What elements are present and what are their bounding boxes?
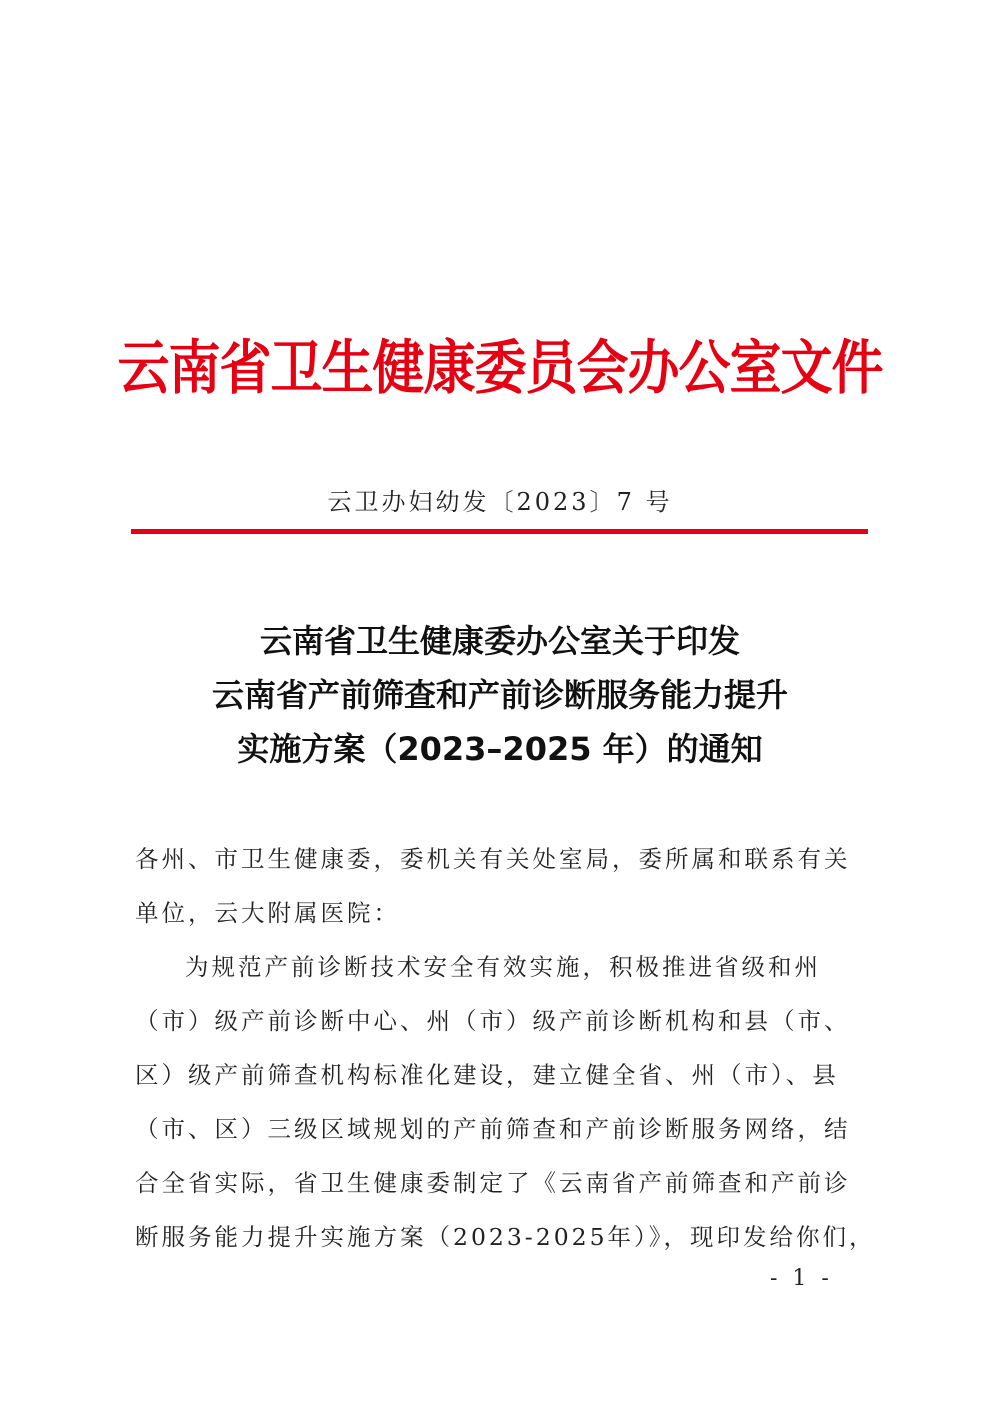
paragraph-line: 合全省实际，省卫生健康委制定了《云南省产前筛查和产前诊 [135, 1169, 851, 1197]
title-line: 云南省产前筛查和产前诊断服务能力提升 [211, 676, 788, 714]
addressee-line: 单位，云大附属医院： [135, 899, 400, 927]
paragraph-line: 断服务能力提升实施方案（2023-2025年）》，现印发给你们， [135, 1223, 876, 1251]
issuer-header: 云南省卫生健康委员会办公室文件 [117, 335, 883, 403]
paragraph-line: 为规范产前诊断技术安全有效实施，积极推进省级和州 [185, 953, 821, 981]
paragraph-line: 区）级产前筛查机构标准化建设，建立健全省、州（市）、县 [135, 1061, 839, 1089]
paragraph-line: （市）级产前诊断中心、州（市）级产前诊断机构和县（市、 [135, 1007, 851, 1035]
notice-title [0, 614, 1000, 776]
body-text [135, 832, 876, 1264]
document-number: 云卫办妇幼发〔2023〕7 号 [327, 488, 673, 516]
paragraph-line: （市、区）三级区域规划的产前筛查和产前诊断服务网络，结 [135, 1115, 851, 1143]
addressee-line: 各州、市卫生健康委，委机关有关处室局，委所属和联系有关 [135, 845, 851, 873]
page-number: - 1 - [770, 1266, 833, 1291]
title-line: 云南省卫生健康委办公室关于印发 [259, 622, 740, 660]
red-divider [131, 529, 868, 534]
title-line: 实施方案（2023–2025 年）的通知 [237, 730, 763, 768]
